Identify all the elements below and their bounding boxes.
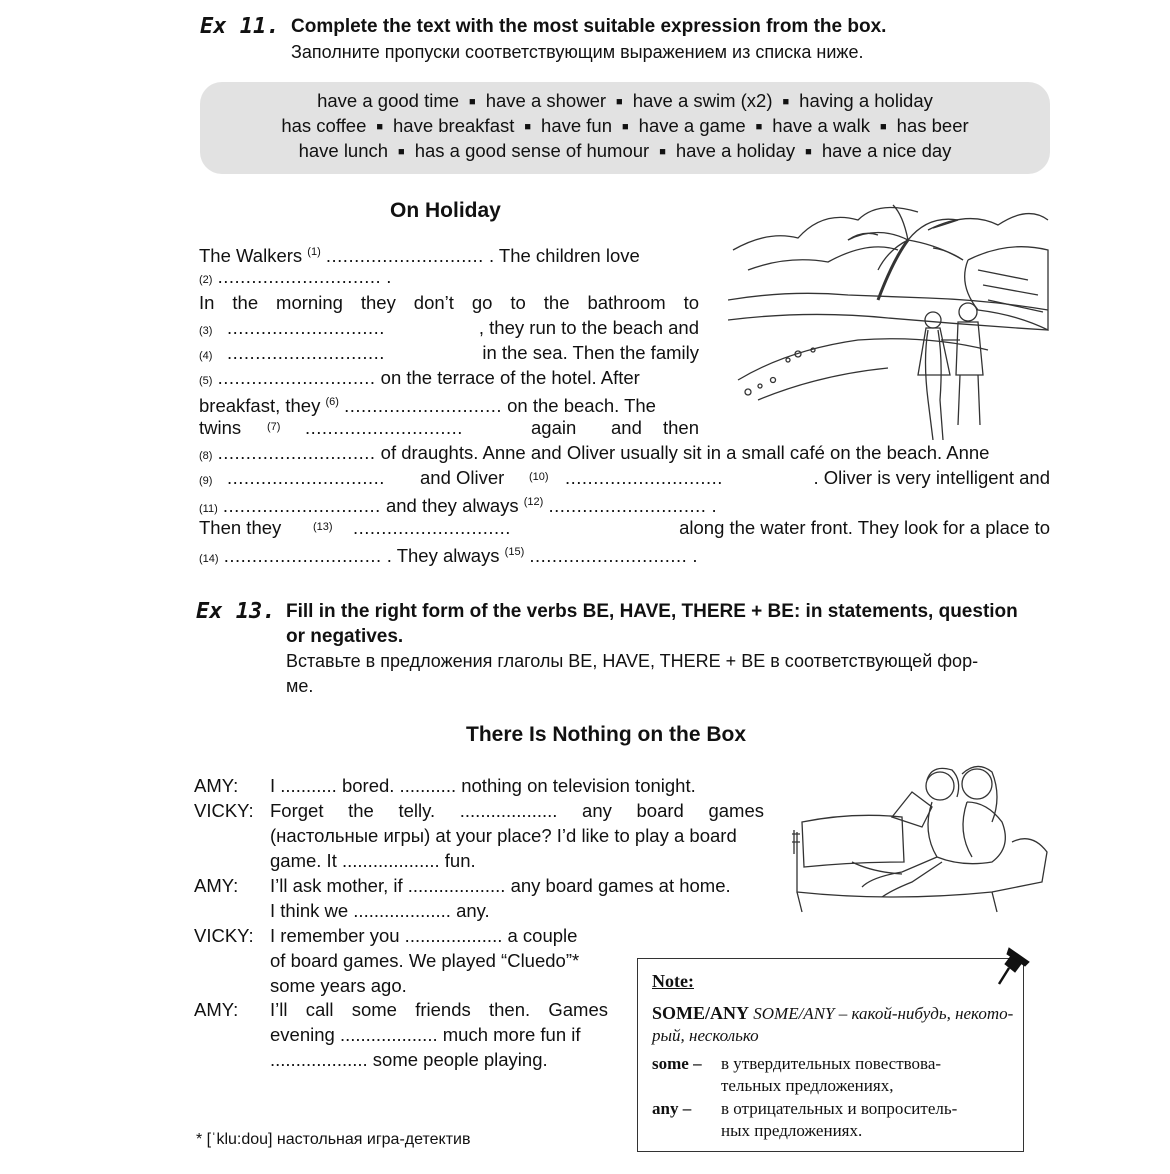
dialogue-line: evening ................... much more fun if [270,1024,581,1045]
box-item: have a game [638,115,746,136]
box-item: have breakfast [393,115,515,136]
note-title: Note: [652,971,694,991]
text-line-3: In the morning they don’t go to the bathroom to [199,292,699,313]
ex11-number: Ex 11. [200,14,280,39]
ex11-title: On Holiday [390,199,501,222]
text-line-13: (14) ............................ . They always $^{(15)}$ ............................ . [199,545,698,566]
text-line-11: (11) ............................ and they always $^{(12)}$ ............................ . [199,495,717,516]
ex13-instruction-en-1: Fill in the right form of the verbs BE, HAVE, THERE + BE: in statements, question [286,601,1018,622]
box-item: have lunch [298,140,389,161]
box-item: has coffee [281,115,367,136]
text-line-9: (8) ............................ of draughts. Anne and Oliver usually sit in a small café on the beach. Anne [199,442,990,463]
dialogue-line: I think we ................... any. [270,900,490,921]
text-line-12: Then they (13) ............................ along the water front. They look for a place to [199,517,1050,538]
text-line-6: (5) ............................ on the terrace of the hotel. After [199,367,640,388]
text-line-2: (2) ............................. . [199,266,392,287]
dialogue-line: (настольные игры) at your place? I’d like to play a board [270,825,737,846]
note-some-2: тельных предложениях, [721,1076,894,1095]
box-item: has a good sense of humour [414,140,650,161]
text-line-1: The Walkers $^{(1)}$ ............................ . The children love [199,245,640,266]
ex13-title: There Is Nothing on the Box [466,723,747,746]
box-item: having a holiday [799,90,933,111]
footnote: * [ˈklu:dou] настольная игра-детектив [196,1131,471,1148]
box-item: have a holiday [675,140,796,161]
box-item: have a nice day [821,140,952,161]
ex13-instruction-ru-1: Вставьте в предложения глаголы BE, HAVE, THERE + BE в соответствующей фор- [286,651,979,671]
dialogue-line: of board games. We played “Cluedo”* [270,950,580,971]
ex13-number: Ex 13. [196,599,276,624]
girls-on-sofa-illustration [792,762,1054,922]
text-line-7: breakfast, they $^{(6)}$ ............................ on the beach. The [199,395,656,416]
ex11-instruction-en: Complete the text with the most suitable expression from the box. [291,16,887,37]
box-line-1: have a good time ■ have a shower ■ have a swim (x2) ■ having a holiday [317,90,933,111]
speaker: VICKY: [194,800,254,821]
pushpin-icon [995,942,1035,988]
text-line-8: twins (7) ............................ again and then [199,417,699,438]
dialogue-line: Forget the telly. ................... any board games [270,800,764,821]
note-some-label: some – [652,1054,702,1073]
box-item: have fun [541,115,613,136]
box-line-2: has coffee ■ have breakfast ■ have fun ■ have a game ■ have a walk ■ has beer [281,115,969,136]
dialogue-line: game. It ................... fun. [270,850,476,871]
speaker: VICKY: [194,925,254,946]
note-any-label: any – [652,1099,692,1118]
note-box [637,958,1024,1152]
dialogue-line: I remember you ................... a couple [270,925,578,946]
expression-box [200,82,1050,174]
box-item: have a swim (x2) [632,90,773,111]
box-line-3: have lunch ■ has a good sense of humour ■ have a holiday ■ have a nice day [298,140,952,161]
box-item: have a walk [772,115,870,136]
dialogue-line: I’ll ask mother, if ................... any board games at home. [270,875,731,896]
note-line-1: SOME/ANY SOME/ANY – какой-нибудь, некото- [652,1003,1014,1023]
ex13-instruction-ru-2: ме. [286,676,314,696]
note-some-1: в утвердительных повествова- [721,1054,942,1073]
speaker: AMY: [194,875,239,896]
note-any-1: в отрицательных и вопроситель- [721,1099,958,1118]
note-any-2: ных предложениях. [721,1121,863,1140]
dialogue-line: some years ago. [270,975,407,996]
text-line-5: (4) ............................ in the sea. Then the family [199,342,699,363]
ex13-instruction-en-2: or negatives. [286,626,404,647]
text-line-4: (3) ............................ , they run to the beach and [199,317,699,338]
note-line-2: рый, несколько [652,1026,759,1045]
box-item: have a good time [317,90,460,111]
box-item: have a shower [485,90,607,111]
speaker: AMY: [194,775,239,796]
ex11-instruction-ru: Заполните пропуски соответствующим выражением из списка ниже. [291,42,864,62]
box-item: has beer [896,115,969,136]
dialogue-line: I ........... bored. ........... nothing on television tonight. [270,775,696,796]
dialogue-line: I’ll call some friends then. Games [270,999,608,1020]
beach-couple-illustration [728,200,1052,440]
speaker: AMY: [194,999,239,1020]
text-line-10: (9) ............................ and Oliver (10) ............................ . Oliver is very intelligent and [199,467,1050,488]
dialogue-line: ................... some people playing. [270,1049,548,1070]
